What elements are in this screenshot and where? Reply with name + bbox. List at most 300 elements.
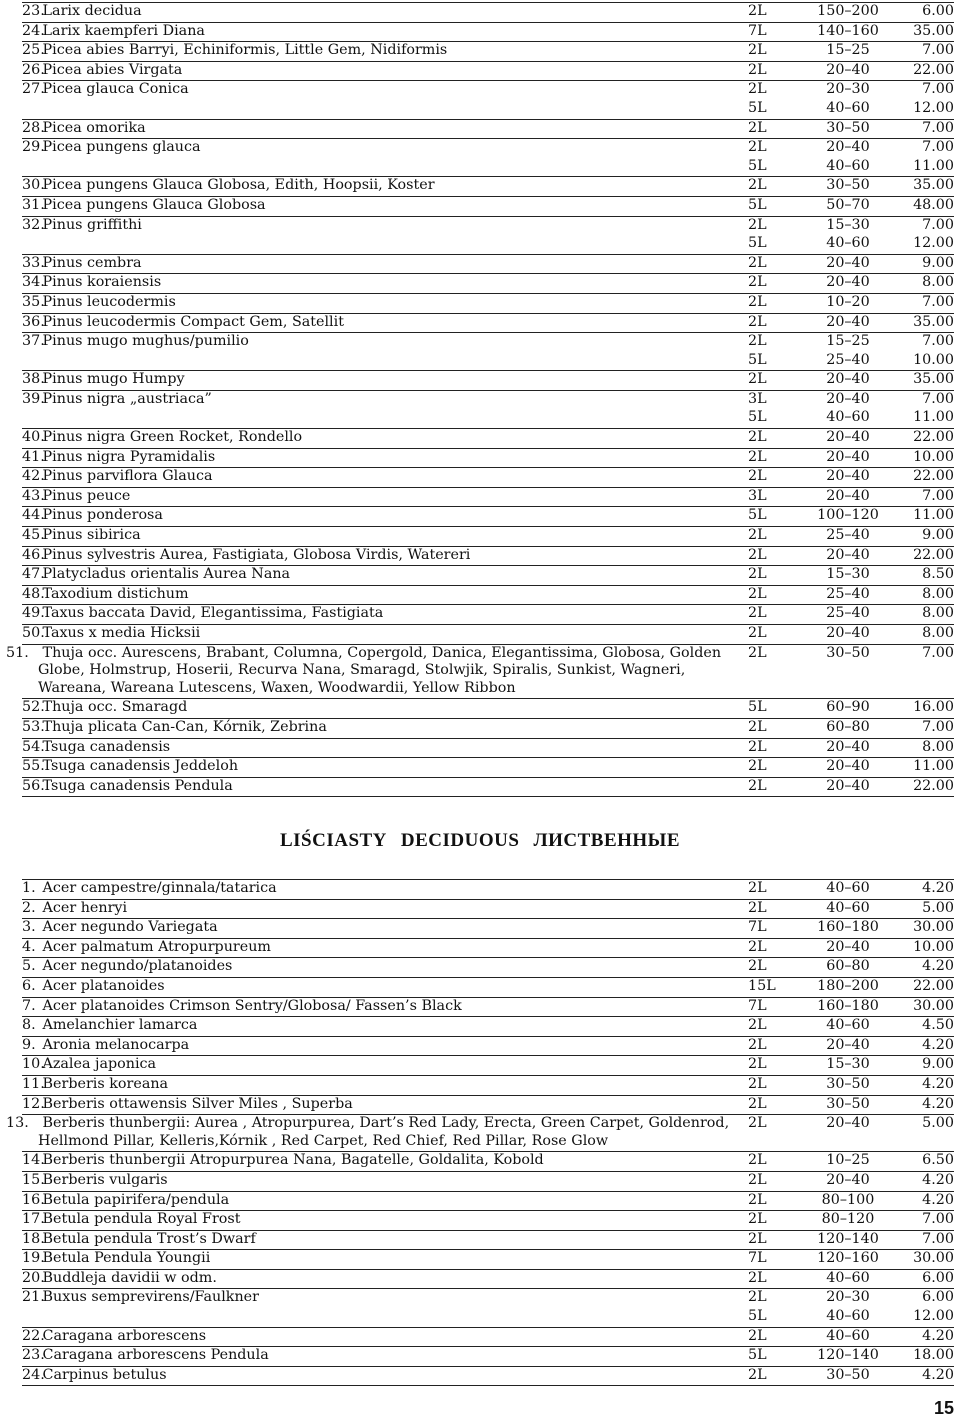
item-number: 42. xyxy=(22,468,45,485)
price: 4.20 xyxy=(892,1327,954,1347)
item-number: 47. xyxy=(22,566,45,583)
table-row xyxy=(22,977,954,997)
plant-name: Taxus baccata David, Elegantissima, Fastigiata xyxy=(42,605,384,622)
plant-name: Tsuga canadensis Jeddeloh xyxy=(42,758,239,775)
pot-size: 2L xyxy=(748,527,804,547)
plant-name: Amelanchier lamarca xyxy=(42,1017,198,1034)
item-number: 22. xyxy=(22,1327,45,1344)
plant-name-cell xyxy=(22,1250,748,1270)
plant-height: 30–50 xyxy=(804,1095,892,1115)
price: 22.00 xyxy=(892,977,954,997)
price: 7.00 xyxy=(892,718,954,738)
price: 8.00 xyxy=(892,738,954,758)
plant-height: 30–50 xyxy=(804,1075,892,1095)
item-number: 24. xyxy=(22,1366,45,1383)
table-row xyxy=(22,81,954,100)
plant-name-cell xyxy=(22,216,748,235)
pot-size: 2L xyxy=(748,274,804,294)
table-row xyxy=(22,938,954,958)
price: 8.00 xyxy=(892,605,954,625)
plant-height: 20–40 xyxy=(804,738,892,758)
page-number: 15 xyxy=(933,1398,954,1418)
price: 35.00 xyxy=(892,22,954,42)
pot-size: 5L xyxy=(748,409,804,428)
plant-name-cell xyxy=(22,1289,748,1308)
plant-height: 150–200 xyxy=(804,3,892,23)
item-number: 18. xyxy=(22,1230,45,1247)
pot-size: 5L xyxy=(748,235,804,254)
section-title-pl: LIŚCIASTY xyxy=(279,830,387,851)
price: 8.00 xyxy=(892,625,954,645)
price: 7.00 xyxy=(892,42,954,62)
table-row xyxy=(22,1017,954,1037)
plant-height: 20–40 xyxy=(804,254,892,274)
price: 4.20 xyxy=(892,1095,954,1115)
table-row xyxy=(22,254,954,274)
plant-height: 15–30 xyxy=(804,1056,892,1076)
plant-name: Larix kaempferi Diana xyxy=(42,22,205,39)
plant-height: 20–40 xyxy=(804,313,892,333)
table-row xyxy=(22,738,954,758)
pot-size: 2L xyxy=(748,448,804,468)
pot-size: 2L xyxy=(748,880,804,900)
price: 12.00 xyxy=(892,235,954,254)
plant-name: Pinus nigra „austriaca” xyxy=(42,390,212,407)
plant-height: 25–40 xyxy=(804,605,892,625)
table-row xyxy=(22,333,954,352)
pot-size: 2L xyxy=(748,1017,804,1037)
plant-name: Taxodium distichum xyxy=(42,585,189,602)
plant-height: 20–30 xyxy=(804,81,892,100)
table-row xyxy=(22,274,954,294)
plant-name-cell xyxy=(22,352,748,371)
item-number: 17. xyxy=(22,1211,45,1228)
plant-name-cell xyxy=(22,254,748,274)
price: 7.00 xyxy=(892,293,954,313)
item-number: 35. xyxy=(22,293,45,310)
plant-name-cell xyxy=(22,81,748,100)
pot-size: 15L xyxy=(748,977,804,997)
plant-name-cell xyxy=(22,1075,748,1095)
table-row xyxy=(22,313,954,333)
item-number: 2. xyxy=(22,899,36,916)
price: 10.00 xyxy=(892,352,954,371)
price: 10.00 xyxy=(892,938,954,958)
plant-name-cell xyxy=(22,777,748,797)
table-row xyxy=(22,1152,954,1172)
plant-height: 30–50 xyxy=(804,177,892,197)
plant-height: 40–60 xyxy=(804,409,892,428)
plant-name-cell xyxy=(22,235,748,254)
plant-name: Acer campestre/ginnala/tatarica xyxy=(42,880,277,896)
plant-height: 40–60 xyxy=(804,158,892,177)
pot-size: 2L xyxy=(748,1289,804,1308)
price: 7.00 xyxy=(892,487,954,507)
table-row xyxy=(22,1269,954,1289)
plant-height: 20–40 xyxy=(804,390,892,409)
table-row xyxy=(22,758,954,778)
table-row xyxy=(22,1211,954,1231)
plant-name-cell xyxy=(22,333,748,352)
plant-name: Thuja occ. Smaragd xyxy=(42,699,188,716)
plant-name: Berberis thunbergii Atropurpurea Nana, Bagatelle, Goldalita, Kobold xyxy=(42,1152,544,1169)
plant-name: Acer henryi xyxy=(42,899,128,916)
table-row xyxy=(22,1289,954,1308)
plant-name: Picea pungens Glauca Globosa, Edith, Hoopsii, Koster xyxy=(42,177,435,194)
plant-name: Carpinus betulus xyxy=(42,1366,167,1383)
item-number: 38. xyxy=(22,371,45,388)
pot-size: 5L xyxy=(748,352,804,371)
plant-name-cell xyxy=(22,158,748,177)
pot-size: 2L xyxy=(748,605,804,625)
price: 11.00 xyxy=(892,409,954,428)
pot-size: 2L xyxy=(748,738,804,758)
item-number: 20. xyxy=(22,1269,45,1286)
pot-size: 2L xyxy=(748,333,804,352)
pot-size: 2L xyxy=(748,1366,804,1386)
pot-size: 2L xyxy=(748,1115,804,1152)
pot-size: 2L xyxy=(748,1191,804,1211)
price: 12.00 xyxy=(892,100,954,119)
price: 4.20 xyxy=(892,1036,954,1056)
plant-name-cell xyxy=(22,880,748,900)
price: 7.00 xyxy=(892,119,954,139)
plant-name: Pinus nigra Pyramidalis xyxy=(42,448,216,465)
plant-height: 20–40 xyxy=(804,448,892,468)
table-row xyxy=(22,409,954,428)
table-row xyxy=(22,429,954,449)
item-number: 3. xyxy=(22,919,36,936)
price: 6.50 xyxy=(892,1152,954,1172)
plant-name-cell xyxy=(22,293,748,313)
pot-size: 7L xyxy=(748,22,804,42)
item-number: 44. xyxy=(22,507,45,524)
plant-name: Picea abies Barryi, Echiniformis, Little Gem, Nidiformis xyxy=(42,42,448,59)
table-row xyxy=(22,61,954,81)
plant-height: 20–40 xyxy=(804,1115,892,1152)
item-number: 33. xyxy=(22,254,45,271)
plant-name-cell xyxy=(22,997,748,1017)
item-number: 27. xyxy=(22,81,45,98)
item-number: 34. xyxy=(22,274,45,291)
price: 22.00 xyxy=(892,429,954,449)
plant-height: 10–25 xyxy=(804,1152,892,1172)
item-number: 48. xyxy=(22,585,45,602)
plant-height: 30–50 xyxy=(804,119,892,139)
item-number: 6. xyxy=(22,977,36,994)
plant-height: 180–200 xyxy=(804,977,892,997)
plant-name-cell xyxy=(22,527,748,547)
plant-name: Berberis thunbergii: Aurea , Atropurpurea, Dart’s Red Lady, Erecta, Green Carpet, Goldenrod, Hellmond Pillar, Kelleris,Kórnik , Red Carpet, Red Chief, Red Pillar, Rose Glow xyxy=(38,1115,730,1149)
plant-name-cell xyxy=(22,1036,748,1056)
plant-height: 20–40 xyxy=(804,777,892,797)
table-row xyxy=(22,158,954,177)
plant-height: 160–180 xyxy=(804,997,892,1017)
item-number: 39. xyxy=(22,390,45,407)
coniferous-list-body xyxy=(6,3,954,797)
pot-size: 2L xyxy=(748,293,804,313)
price: 5.00 xyxy=(892,899,954,919)
price: 30.00 xyxy=(892,1250,954,1270)
plant-name: Buxus semprevirens/Faulkner xyxy=(42,1289,259,1306)
plant-name-cell xyxy=(22,507,748,527)
item-number: 24. xyxy=(22,22,45,39)
item-number: 40. xyxy=(22,429,45,446)
plant-height: 40–60 xyxy=(804,880,892,900)
plant-name-cell xyxy=(22,371,748,391)
price: 12.00 xyxy=(892,1308,954,1327)
table-row xyxy=(22,958,954,978)
item-number: 50. xyxy=(22,625,45,641)
plant-name: Picea pungens glauca xyxy=(42,139,201,156)
table-row xyxy=(22,1230,954,1250)
plant-name-cell xyxy=(22,977,748,997)
pot-size: 2L xyxy=(748,1211,804,1231)
price: 4.20 xyxy=(892,880,954,900)
deciduous-list-body xyxy=(6,880,954,1386)
item-number: 53. xyxy=(22,718,45,735)
plant-height: 50–70 xyxy=(804,196,892,216)
pot-size: 3L xyxy=(748,487,804,507)
price: 22.00 xyxy=(892,546,954,566)
plant-height: 120–140 xyxy=(804,1347,892,1367)
item-number: 56. xyxy=(22,777,45,794)
item-number: 36. xyxy=(22,313,45,330)
item-number: 23. xyxy=(22,1347,45,1364)
plant-name-cell xyxy=(22,738,748,758)
plant-name-cell xyxy=(22,625,748,645)
pot-size: 5L xyxy=(748,196,804,216)
item-number: 5. xyxy=(22,958,36,975)
pot-size: 2L xyxy=(748,3,804,23)
plant-height: 40–60 xyxy=(804,100,892,119)
price: 22.00 xyxy=(892,61,954,81)
table-row xyxy=(22,139,954,158)
plant-name-cell xyxy=(22,487,748,507)
plant-height: 140–160 xyxy=(804,22,892,42)
item-number: 29. xyxy=(22,139,45,156)
pot-size: 7L xyxy=(748,919,804,939)
plant-name: Pinus sylvestris Aurea, Fastigiata, Globosa Virdis, Watereri xyxy=(42,546,471,563)
price: 22.00 xyxy=(892,777,954,797)
plant-height: 20–40 xyxy=(804,487,892,507)
plant-height: 20–40 xyxy=(804,938,892,958)
price: 9.00 xyxy=(892,1056,954,1076)
table-row xyxy=(22,1308,954,1327)
item-number: 10. xyxy=(22,1056,45,1073)
item-number: 12. xyxy=(22,1095,45,1112)
price: 10.00 xyxy=(892,448,954,468)
plant-name: Acer platanoides Crimson Sentry/Globosa/ Fassen’s Black xyxy=(42,997,462,1014)
table-row xyxy=(22,177,954,197)
price: 4.20 xyxy=(892,1191,954,1211)
price: 16.00 xyxy=(892,699,954,719)
pot-size: 2L xyxy=(748,216,804,235)
pot-size: 2L xyxy=(748,313,804,333)
plant-height: 20–30 xyxy=(804,1289,892,1308)
table-row xyxy=(22,42,954,62)
plant-name-cell xyxy=(22,468,748,488)
plant-name: Acer negundo/platanoides xyxy=(42,958,233,975)
item-number: 41. xyxy=(22,448,45,465)
plant-name: Pinus griffithi xyxy=(42,216,142,233)
pot-size: 2L xyxy=(748,468,804,488)
plant-name-cell xyxy=(22,546,748,566)
plant-name: Pinus peuce xyxy=(42,487,131,504)
table-row xyxy=(22,527,954,547)
table-row xyxy=(22,216,954,235)
item-number: 9. xyxy=(22,1036,36,1053)
plant-name-cell xyxy=(22,1171,748,1191)
price: 9.00 xyxy=(892,254,954,274)
plant-height: 40–60 xyxy=(804,1327,892,1347)
plant-name: Azalea japonica xyxy=(42,1056,157,1073)
pot-size: 7L xyxy=(748,1250,804,1270)
plant-name-cell xyxy=(22,42,748,62)
item-number: 51. xyxy=(6,644,29,661)
plant-height: 25–40 xyxy=(804,352,892,371)
plant-name-cell xyxy=(22,958,748,978)
price: 30.00 xyxy=(892,919,954,939)
plant-name: Larix decidua xyxy=(42,3,142,19)
price: 4.20 xyxy=(892,958,954,978)
item-number: 16. xyxy=(22,1191,45,1208)
plant-name-cell xyxy=(22,139,748,158)
plant-height: 40–60 xyxy=(804,1269,892,1289)
plant-name-cell xyxy=(22,566,748,586)
plant-name: Pinus koraiensis xyxy=(42,274,162,291)
pot-size: 2L xyxy=(748,625,804,645)
table-row xyxy=(22,1191,954,1211)
price: 8.00 xyxy=(892,274,954,294)
pot-size: 5L xyxy=(748,1308,804,1327)
plant-name-cell xyxy=(22,585,748,605)
pot-size: 2L xyxy=(748,119,804,139)
section-title-en: DECIDUOUS xyxy=(400,830,520,851)
plant-name-cell xyxy=(22,919,748,939)
pot-size: 7L xyxy=(748,997,804,1017)
plant-name: Picea pungens Glauca Globosa xyxy=(42,196,266,213)
plant-height: 80–100 xyxy=(804,1191,892,1211)
table-row xyxy=(22,507,954,527)
plant-name: Tsuga canadensis xyxy=(42,738,171,755)
table-row xyxy=(22,1075,954,1095)
table-row xyxy=(22,448,954,468)
item-number: 43. xyxy=(22,487,45,504)
plant-name-cell xyxy=(22,119,748,139)
table-row xyxy=(22,699,954,719)
table-row xyxy=(22,3,954,23)
price: 4.20 xyxy=(892,1075,954,1095)
pot-size: 5L xyxy=(748,507,804,527)
table-row xyxy=(22,235,954,254)
pot-size: 2L xyxy=(748,899,804,919)
plant-height: 160–180 xyxy=(804,919,892,939)
pot-size: 2L xyxy=(748,585,804,605)
table-row xyxy=(22,468,954,488)
plant-name-cell xyxy=(22,429,748,449)
table-row xyxy=(22,1056,954,1076)
plant-height: 20–40 xyxy=(804,758,892,778)
item-number: 54. xyxy=(22,738,45,755)
plant-name-cell xyxy=(22,758,748,778)
price: 8.50 xyxy=(892,566,954,586)
item-number: 31. xyxy=(22,196,45,213)
item-number: 46. xyxy=(22,546,45,563)
plant-name-cell xyxy=(22,1327,748,1347)
plant-height: 20–40 xyxy=(804,371,892,391)
pot-size: 2L xyxy=(748,777,804,797)
item-number: 13. xyxy=(6,1115,29,1132)
plant-name: Tsuga canadensis Pendula xyxy=(42,777,233,794)
pot-size: 2L xyxy=(748,254,804,274)
plant-height: 80–120 xyxy=(804,1211,892,1231)
plant-name: Picea glauca Conica xyxy=(42,81,189,98)
plant-name-cell xyxy=(22,1366,748,1386)
item-number: 55. xyxy=(22,758,45,775)
plant-height: 20–40 xyxy=(804,274,892,294)
section-title-deciduous xyxy=(0,830,960,852)
pot-size: 3L xyxy=(748,390,804,409)
plant-name: Pinus cembra xyxy=(42,254,142,271)
plant-height: 15–25 xyxy=(804,333,892,352)
table-row xyxy=(22,1115,954,1152)
plant-name-cell xyxy=(22,448,748,468)
table-row xyxy=(22,605,954,625)
pot-size: 2L xyxy=(748,1036,804,1056)
plant-name: Betula Pendula Youngii xyxy=(42,1250,211,1267)
price: 18.00 xyxy=(892,1347,954,1367)
pot-size: 2L xyxy=(748,718,804,738)
pot-size: 2L xyxy=(748,1095,804,1115)
plant-height: 100–120 xyxy=(804,507,892,527)
pot-size: 5L xyxy=(748,1347,804,1367)
plant-height: 20–40 xyxy=(804,625,892,645)
price: 4.20 xyxy=(892,1171,954,1191)
plant-height: 10–20 xyxy=(804,293,892,313)
table-row xyxy=(22,566,954,586)
plant-name-cell xyxy=(6,644,748,699)
pot-size: 2L xyxy=(748,566,804,586)
table-row xyxy=(22,1250,954,1270)
plant-height: 40–60 xyxy=(804,899,892,919)
item-number: 49. xyxy=(22,605,45,622)
price: 7.00 xyxy=(892,139,954,158)
plant-name-cell xyxy=(22,177,748,197)
item-number: 28. xyxy=(22,119,45,136)
plant-name-cell xyxy=(6,1115,748,1152)
plant-height: 30–50 xyxy=(804,1366,892,1386)
price: 6.00 xyxy=(892,1269,954,1289)
table-row xyxy=(22,1036,954,1056)
price: 4.20 xyxy=(892,1366,954,1386)
price: 7.00 xyxy=(892,216,954,235)
table-row xyxy=(22,1366,954,1386)
plant-height: 60–90 xyxy=(804,699,892,719)
price: 7.00 xyxy=(892,644,954,699)
plant-height: 25–40 xyxy=(804,585,892,605)
table-row xyxy=(22,644,954,699)
plant-height: 120–160 xyxy=(804,1250,892,1270)
plant-name-cell xyxy=(22,1095,748,1115)
plant-name-cell xyxy=(22,1056,748,1076)
price: 6.00 xyxy=(892,3,954,23)
plant-name: Pinus parviflora Glauca xyxy=(42,468,213,485)
plant-name-cell xyxy=(22,274,748,294)
plant-name-cell xyxy=(22,1230,748,1250)
pot-size: 5L xyxy=(748,699,804,719)
pot-size: 2L xyxy=(748,371,804,391)
